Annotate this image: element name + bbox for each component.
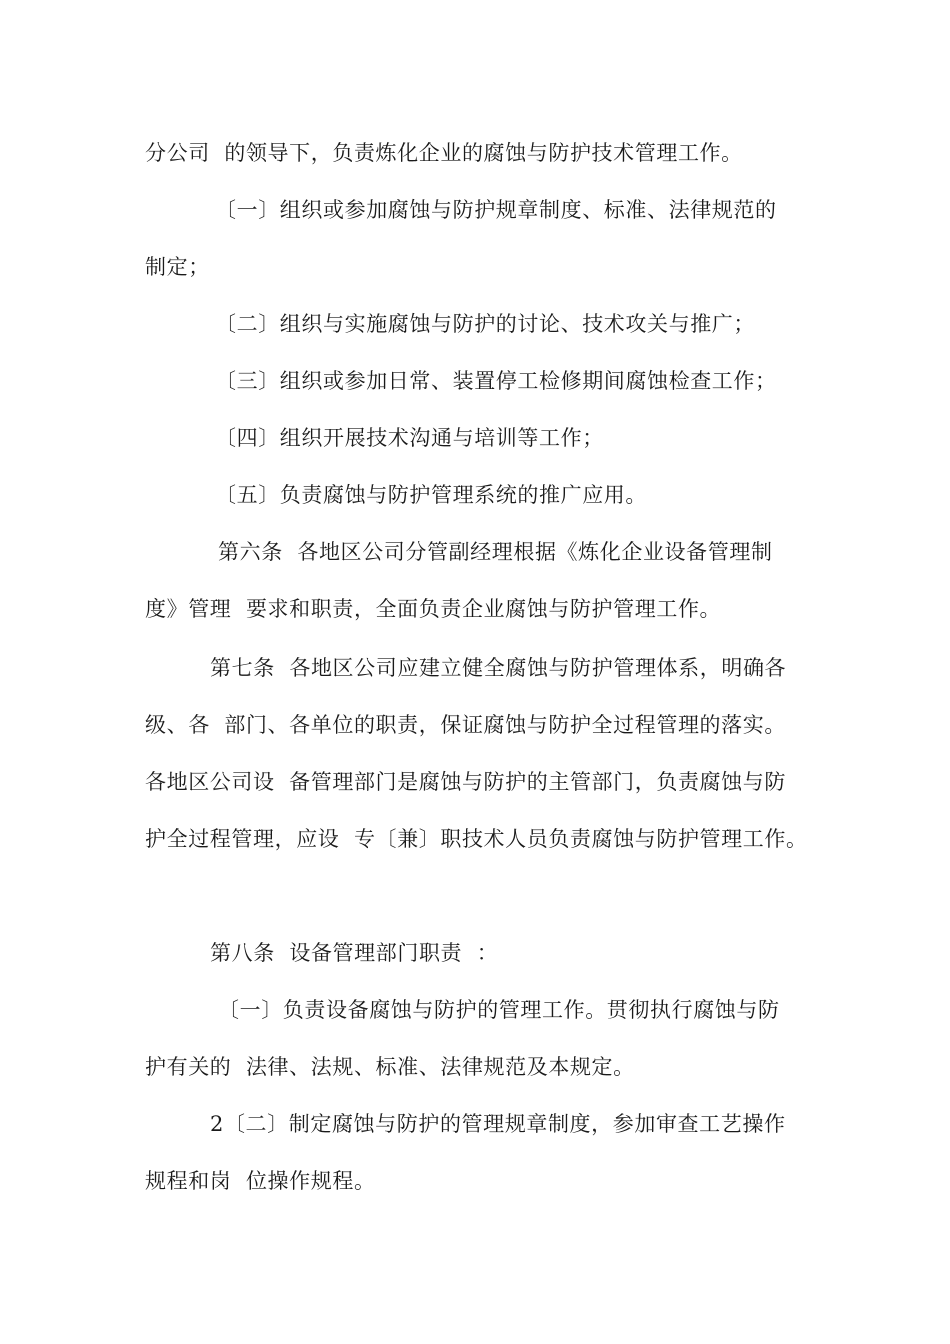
paragraph-line: 〔一〕组织或参加腐蚀与防护规章制度、标准、法律规范的 xyxy=(215,198,777,222)
paragraph-line: 各地区公司设 备管理部门是腐蚀与防护的主管部门，负责腐蚀与防 xyxy=(145,770,786,794)
paragraph-line: 护有关的 法律、法规、标准、法律规范及本规定。 xyxy=(145,1055,635,1079)
paragraph-line: 〔二〕组织与实施腐蚀与防护的讨论、技术攻关与推广； xyxy=(215,312,755,336)
paragraph-line: 〔一〕负责设备腐蚀与防护的管理工作。贯彻执行腐蚀与防 xyxy=(218,998,780,1022)
article-heading-line: 第七条 各地区公司应建立健全腐蚀与防护管理体系，明确各 xyxy=(210,656,787,680)
paragraph-line: 制定； xyxy=(145,255,210,279)
paragraph-line: 级、各 部门、各单位的职责，保证腐蚀与防护全过程管理的落实。 xyxy=(145,713,786,737)
paragraph-line: 度》管理 要求和职责，全面负责企业腐蚀与防护管理工作。 xyxy=(145,597,722,621)
paragraph-line: 2〔二〕制定腐蚀与防护的管理规章制度，参加审查工艺操作 xyxy=(210,1112,786,1136)
paragraph-line: 护全过程管理，应设 专〔兼〕职技术人员负责腐蚀与防护管理工作。 xyxy=(145,827,808,851)
paragraph-line: 规程和岗 位操作规程。 xyxy=(145,1169,376,1193)
paragraph-line: 〔三〕组织或参加日常、装置停工检修期间腐蚀检查工作； xyxy=(215,369,777,393)
paragraph-line: 〔五〕负责腐蚀与防护管理系统的推广应用。 xyxy=(215,483,647,507)
paragraph-line: 〔四〕组织开展技术沟通与培训等工作； xyxy=(215,426,604,450)
paragraph-line: 分公司 的领导下，负责炼化企业的腐蚀与防护技术管理工作。 xyxy=(145,141,743,165)
article-heading-line: 第八条 设备管理部门职责 ： xyxy=(210,941,499,965)
article-heading-line: 第六条 各地区公司分管副经理根据《炼化企业设备管理制 xyxy=(218,540,773,564)
